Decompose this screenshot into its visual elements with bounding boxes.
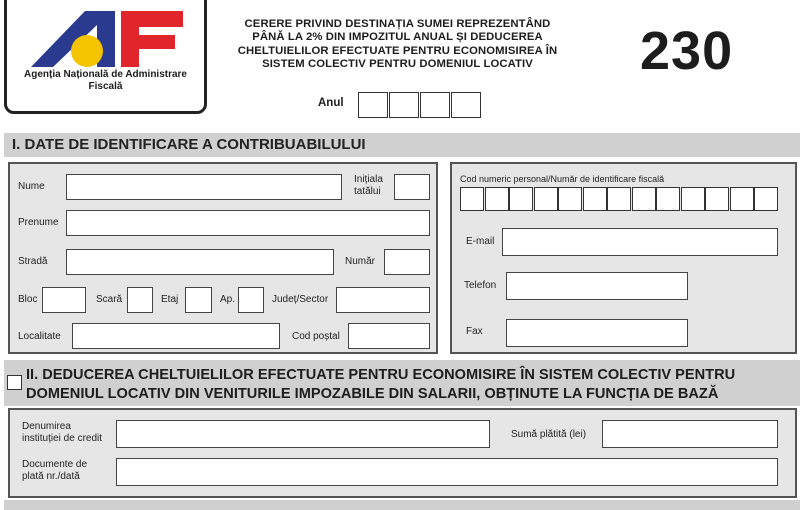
cnp-digit-box[interactable]	[705, 187, 729, 211]
cnp-label: Cod numeric personal/Număr de identificare fiscală	[460, 174, 665, 184]
section-2-checkbox[interactable]	[7, 375, 22, 390]
documente-label: Documente de plată nr./dată	[22, 459, 88, 482]
anul-digit-box[interactable]	[420, 92, 450, 118]
fax-label: Fax	[466, 326, 483, 337]
cnp-digit-box[interactable]	[534, 187, 558, 211]
scara-label: Scară	[96, 294, 123, 305]
cnp-digit-box[interactable]	[485, 187, 509, 211]
ap-field[interactable]	[238, 287, 264, 313]
anul-digit-box[interactable]	[451, 92, 481, 118]
cnp-digit-box[interactable]	[460, 187, 484, 211]
strada-label: Stradă	[18, 256, 48, 267]
nume-label: Nume	[18, 181, 45, 192]
cnp-digit-box[interactable]	[509, 187, 533, 211]
telefon-label: Telefon	[464, 280, 497, 291]
scara-field[interactable]	[127, 287, 153, 313]
documente-field[interactable]	[116, 458, 778, 486]
form-number: 230	[640, 21, 734, 81]
cnp-input[interactable]	[460, 187, 779, 211]
numar-label: Număr	[345, 256, 376, 267]
anul-label: Anul	[318, 97, 344, 109]
initiala-field[interactable]	[394, 174, 430, 200]
anul-digit-box[interactable]	[358, 92, 388, 118]
cnp-digit-box[interactable]	[681, 187, 705, 211]
section-1-title: I. DATE DE IDENTIFICARE A CONTRIBUABILULUI	[4, 133, 800, 157]
numar-field[interactable]	[384, 249, 430, 275]
institutie-label: Denumirea instituției de credit	[22, 421, 103, 444]
section-3-bar-partial	[4, 500, 800, 510]
bloc-field[interactable]	[42, 287, 86, 313]
cnp-digit-box[interactable]	[583, 187, 607, 211]
judet-field[interactable]	[336, 287, 430, 313]
strada-field[interactable]	[66, 249, 334, 275]
fax-field[interactable]	[506, 319, 688, 347]
nume-field[interactable]	[66, 174, 342, 200]
institutie-field[interactable]	[116, 420, 490, 448]
localitate-field[interactable]	[72, 323, 280, 349]
prenume-label: Prenume	[18, 217, 59, 228]
agency-name: Agenția Națională de Administrare Fiscală	[24, 69, 187, 92]
form-title: CERERE PRIVIND DESTINAȚIA SUMEI REPREZENTÂND PÂNĂ LA 2% DIN IMPOZITUL ANUAL ȘI DEDUCEREA CHELTUIELILOR EFECTUATE PENTRU ECONOMISIREA ÎN SISTEM COLECTIV PENTRU DOMENIUL LOCATIV	[237, 18, 558, 70]
cod-postal-field[interactable]	[348, 323, 430, 349]
etaj-field[interactable]	[185, 287, 212, 313]
bloc-label: Bloc	[18, 294, 38, 305]
anaf-logo	[4, 0, 207, 114]
initiala-label: Inițiala tatălui	[354, 174, 383, 197]
suma-field[interactable]	[602, 420, 778, 448]
section-2-title: II. DEDUCEREA CHELTUIELILOR EFECTUATE PENTRU ECONOMISIRE ÎN SISTEM COLECTIV PENTRU DOMENIUL LOCATIV DIN VENITURILE IMPOZABILE DIN SALARII, OBȚINUTE LA FUNCȚIA DE BAZĂ	[26, 367, 736, 402]
telefon-field[interactable]	[506, 272, 688, 300]
localitate-label: Localitate	[18, 331, 61, 342]
cod-postal-label: Cod poștal	[292, 331, 340, 342]
judet-label: Județ/Sector	[272, 294, 329, 305]
anaf-logo-mark	[23, 7, 188, 69]
cnp-digit-box[interactable]	[754, 187, 778, 211]
cnp-digit-box[interactable]	[558, 187, 582, 211]
suma-label: Sumă plătită (lei)	[511, 429, 587, 440]
ap-label: Ap.	[220, 294, 236, 305]
cnp-digit-box[interactable]	[607, 187, 631, 211]
cnp-digit-box[interactable]	[656, 187, 680, 211]
cnp-digit-box[interactable]	[632, 187, 656, 211]
email-field[interactable]	[502, 228, 778, 256]
anul-input[interactable]	[358, 92, 482, 118]
anul-digit-box[interactable]	[389, 92, 419, 118]
etaj-label: Etaj	[161, 294, 179, 305]
prenume-field[interactable]	[66, 210, 430, 236]
email-label: E-mail	[466, 236, 495, 247]
cnp-digit-box[interactable]	[730, 187, 754, 211]
